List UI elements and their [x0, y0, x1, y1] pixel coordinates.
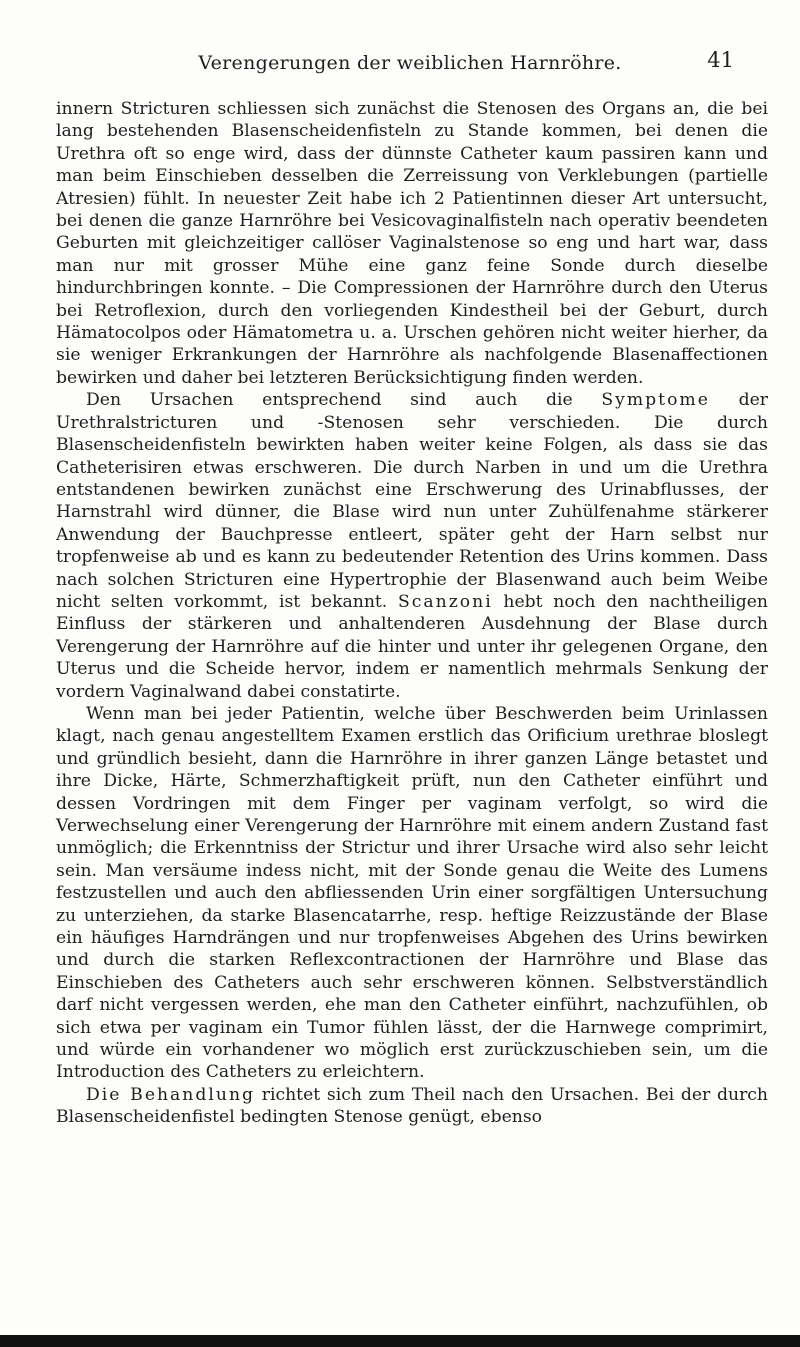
treatment-body: richtet sich zum Theil nach den Ursachen. Bei der durch Blasenscheidenfistel bedingten Stenose genügt, ebenso: [56, 1084, 768, 1128]
scan-bottom-border: [0, 1335, 800, 1347]
treatment-term: Die Behandlung: [86, 1084, 256, 1105]
author-name-scanzoni: Scanzoni: [398, 591, 493, 612]
symptoms-lead: Den Ursachen entsprechend sind auch die: [86, 390, 602, 411]
paragraph-diagnosis: Wenn man bei jeder Patientin, welche über Beschwerden beim Urinlassen klagt, nach genau angestelltem Examen erstlich das Orificium urethrae bloslegt und gründlich besieht, dann die Harnröhre in ihrer ganzen Länge betastet und ihre Dicke, Härte, Schmerzhaftigkeit prüft, nun den Catheter einführt und dessen Vordringen mit dem Finger per vaginam verfolgt, so wird die Verwechselung einer Verengerung der Harnröhre mit einem andern Zustand fast unmöglich; die Erkenntniss der Strictur und ihrer Ursache wird also sehr leicht sein. Man versäume indess nicht, mit der Sonde genau die Weite des Lumens festzustellen und auch den abfliessenden Urin einer sorgfältigen Untersuchung zu unterziehen, da starke Blasencatarrhe, resp. heftige Reizzustände der Blase ein häufiges Harndrängen und nur tropfenweises Abgehen des Urins bewirken und durch die starken Reflexcontractionen der Harnröhre und Blase das Einschieben des Catheters auch sehr erschweren können. Selbstverständlich darf nicht vergessen werden, ehe man den Catheter einführt, nachzufühlen, ob sich etwa per vaginam ein Tumor fühlen lässt, der die Harnwege comprimirt, und würde ein vorhandener wo möglich erst zurückzuschieben sein, um die Introduction des Catheters zu erleichtern.: [56, 703, 768, 1083]
paragraph-treatment: [56, 1084, 768, 1129]
symptoms-term: Symptome: [601, 390, 710, 411]
symptoms-body: der Urethralstricturen und -Stenosen sehr verschieden. Die durch Blasenscheidenfisteln bewirkten haben weiter keine Folgen, als dass sie das Catheterisiren etwas erschweren. Die durch Narben in und um die Urethra entstandenen bewirken zunächst eine Erschwerung des Urinabflusses, der Harnstrahl wird dünner, die Blase wird nun unter Zuhülfenahme stärkerer Anwendung der Bauchpresse entleert, später geht der Harn selbst nur tropfenweise ab und es kann zu bedeutender Retention des Urins kommen. Dass nach solchen Stricturen eine Hypertrophie der Blasenwand auch beim Weibe nicht selten vorkommt, ist bekannt.: [56, 390, 768, 612]
symptoms-tail: hebt noch den nachtheiligen Einfluss der stärkeren und anhaltenderen Ausdehnung der Blase durch Verengerung der Harnröhre auf die hinter und unter ihr gelegenen Organe, den Uterus und die Scheide hervor, indem er namentlich mehrmals Senkung der vordern Vaginalwand dabei constatirte.: [56, 591, 768, 702]
body-text: [56, 98, 768, 1129]
paragraph-stricture-causes: innern Stricturen schliessen sich zunächst die Stenosen des Organs an, die bei lang bestehenden Blasenscheidenfisteln zu Stande kommen, bei denen die Urethra oft so enge wird, dass der dünnste Catheter kaum passiren kann und man beim Einschieben desselben die Zerreissung von Verklebungen (partielle Atresien) fühlt. In neuester Zeit habe ich 2 Patientinnen dieser Art untersucht, bei denen die ganze Harnröhre bei Vesicovaginalfisteln nach operativ beendeten Geburten mit gleichzeitiger callöser Vaginalstenose so eng und hart war, dass man nur mit grosser Mühe eine ganz feine Sonde durch dieselbe hindurchbringen konnte. – Die Compressionen der Harnröhre durch den Uterus bei Retroflexion, durch den vorliegenden Kindestheil bei der Geburt, durch Hämatocolpos oder Hämatometra u. a. Urschen gehören nicht weiter hierher, da sie weniger Erkrankungen der Harnröhre als nachfolgende Blasenaffectionen bewirken und daher bei letzteren Berücksichtigung finden werden.: [56, 99, 768, 388]
paragraph-symptoms: [56, 389, 768, 703]
running-title: Verengerungen der weiblichen Harnröhre.: [198, 52, 622, 74]
page-number: 41: [707, 48, 734, 72]
running-head: [60, 48, 760, 82]
